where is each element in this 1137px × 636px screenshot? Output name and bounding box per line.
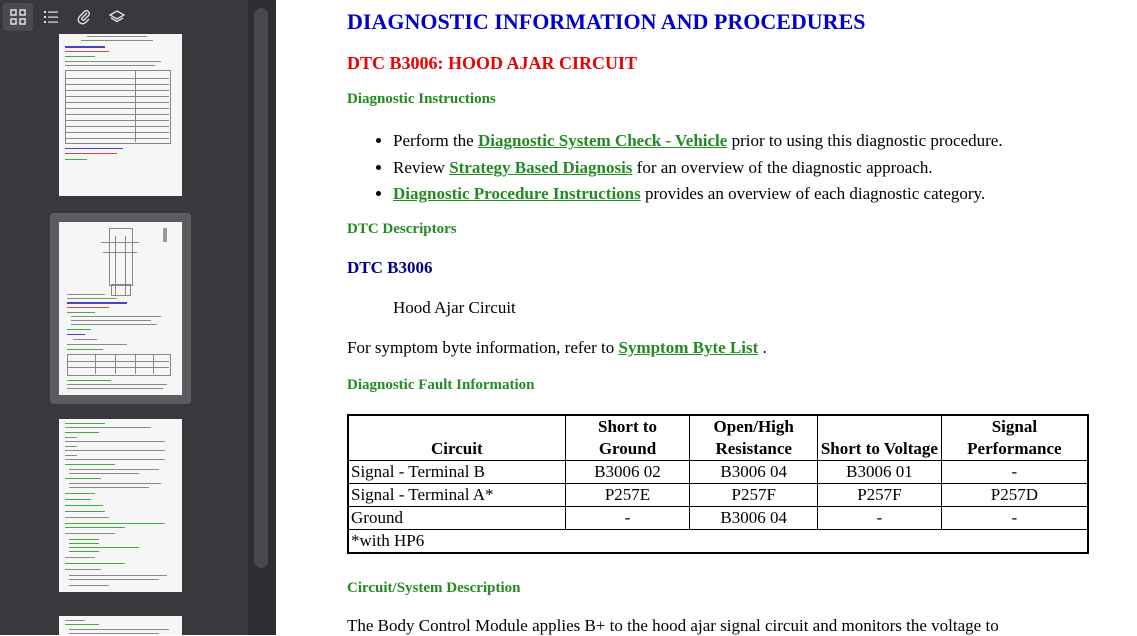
thumbnail-list	[0, 34, 248, 635]
diagnostic-system-check-link[interactable]: Diagnostic System Check - Vehicle	[477, 131, 728, 150]
table-footnote: *with HP6	[348, 530, 1088, 554]
table-cell: -	[818, 507, 942, 530]
list-item: • Perform the Diagnostic System Check - Vehicle prior to using this diagnostic procedure.	[393, 128, 1003, 155]
page-title: DIAGNOSTIC INFORMATION AND PROCEDURES	[347, 9, 866, 34]
table-cell: -	[565, 507, 690, 530]
column-header: Short to Ground	[565, 415, 690, 461]
sidebar	[0, 0, 276, 635]
page-thumbnail-2[interactable]	[59, 222, 182, 395]
attachments-view-button[interactable]	[69, 3, 99, 31]
dtc-description: Hood Ajar Circuit	[393, 298, 516, 317]
circuit-description-heading: Circuit/System Description	[347, 580, 521, 596]
sidebar-scrollbar-thumb[interactable]	[254, 8, 268, 568]
page-thumbnail-4[interactable]	[59, 616, 182, 635]
fault-information-heading: Diagnostic Fault Information	[347, 377, 535, 393]
layers-icon	[108, 8, 126, 26]
dtc-descriptors-heading: DTC Descriptors	[347, 221, 457, 237]
table-cell: P257E	[565, 484, 690, 507]
outline-icon	[42, 8, 60, 26]
table-row	[348, 507, 1088, 530]
thumbnails-icon	[9, 8, 27, 26]
page-thumbnail-1[interactable]	[59, 34, 182, 196]
paperclip-icon	[75, 8, 93, 26]
symptom-byte-sentence: For symptom byte information, refer to Symptom Byte List .	[347, 338, 767, 357]
table-cell: P257F	[690, 484, 818, 507]
fault-information-table	[347, 414, 1089, 554]
table-cell: P257F	[818, 484, 942, 507]
table-cell: B3006 02	[565, 461, 690, 484]
table-cell: -	[941, 507, 1088, 530]
table-cell: -	[941, 461, 1088, 484]
table-cell: B3006 04	[690, 461, 818, 484]
column-header: Open/High Resistance	[690, 415, 818, 461]
table-cell: Signal - Terminal B	[348, 461, 565, 484]
table-header-row	[348, 415, 1088, 461]
table-row	[348, 461, 1088, 484]
table-cell: Ground	[348, 507, 565, 530]
sidebar-toolbar	[0, 0, 248, 34]
circuit-description-text: The Body Control Module applies B+ to the hood ajar signal circuit and monitors the voltage to	[347, 616, 999, 635]
table-footnote-row	[348, 530, 1088, 554]
layers-view-button[interactable]	[102, 3, 132, 31]
table-row	[348, 484, 1088, 507]
table-cell: P257D	[941, 484, 1088, 507]
list-item: • Diagnostic Procedure Instructions provides an overview of each diagnostic category.	[393, 181, 1003, 208]
diagnostic-procedure-instructions-link[interactable]: Diagnostic Procedure Instructions	[393, 184, 641, 203]
strategy-based-diagnosis-link[interactable]: Strategy Based Diagnosis	[449, 157, 633, 177]
table-cell: B3006 04	[690, 507, 818, 530]
diagnostic-instructions-heading: Diagnostic Instructions	[347, 91, 496, 107]
table-cell: Signal - Terminal A*	[348, 484, 565, 507]
column-header: Signal Performance	[941, 415, 1088, 461]
table-cell: B3006 01	[818, 461, 942, 484]
dtc-code: DTC B3006	[347, 258, 433, 277]
outline-view-button[interactable]	[36, 3, 66, 31]
symptom-byte-list-link[interactable]: Symptom Byte List	[618, 338, 759, 357]
column-header: Circuit	[348, 415, 565, 461]
instructions-list	[347, 128, 1003, 208]
column-header: Short to Voltage	[818, 415, 942, 461]
dtc-heading: DTC B3006: HOOD AJAR CIRCUIT	[347, 53, 638, 73]
page-thumbnail-3[interactable]	[59, 419, 182, 592]
thumbnails-view-button[interactable]	[3, 3, 33, 31]
list-item: • Review Strategy Based Diagnosis for an overview of the diagnostic approach.	[393, 155, 1003, 182]
